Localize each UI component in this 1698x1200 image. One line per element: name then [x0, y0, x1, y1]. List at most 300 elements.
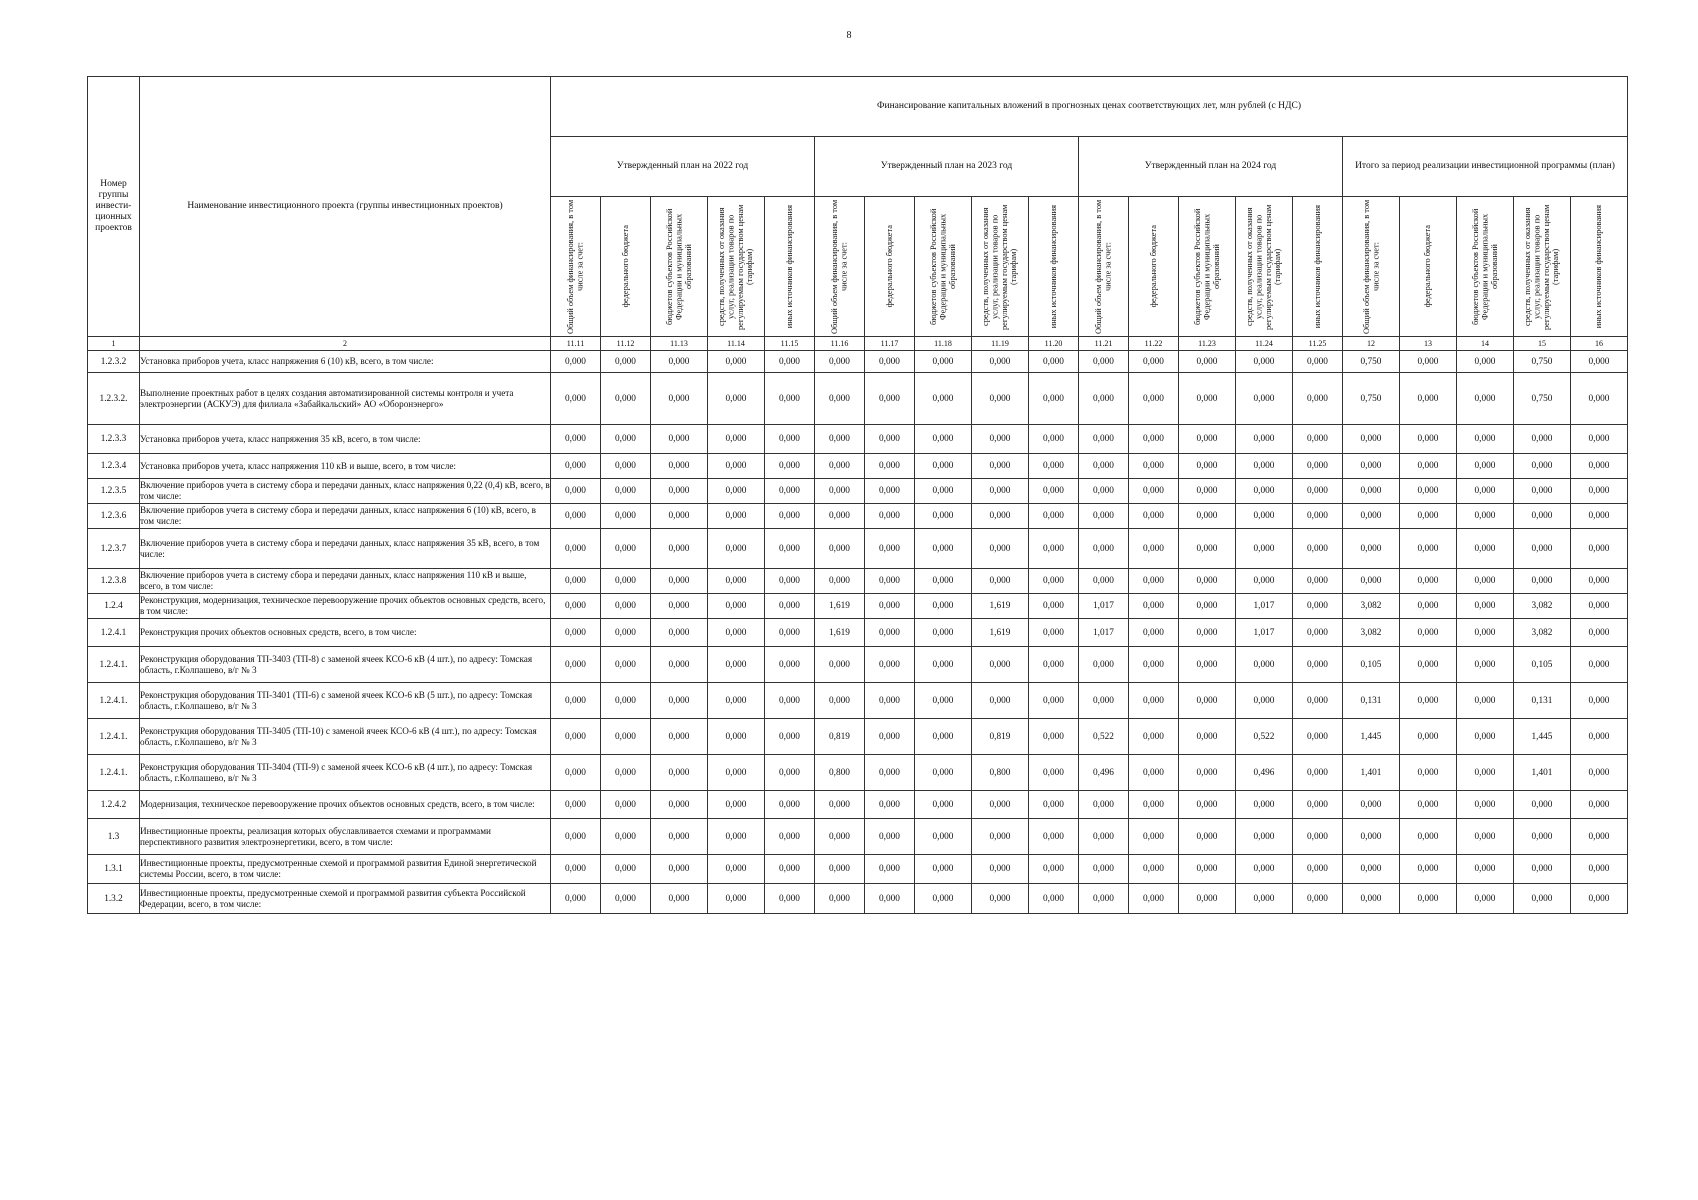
row-value: 0,000 — [651, 755, 708, 791]
subheader-p4-c5 — [1571, 197, 1628, 337]
row-value: 0,000 — [651, 647, 708, 683]
subheader-p1-c4 — [708, 197, 765, 337]
row-value: 0,000 — [972, 569, 1029, 594]
row-value: 0,000 — [651, 619, 708, 647]
subheader-label: федерального бюджета — [620, 225, 630, 308]
row-value: 0,000 — [1293, 647, 1343, 683]
row-value: 0,000 — [765, 479, 815, 504]
row-value: 0,000 — [551, 791, 601, 819]
row-value: 0,000 — [1457, 529, 1514, 569]
row-value: 0,000 — [865, 791, 915, 819]
row-value: 0,000 — [1343, 425, 1400, 454]
table-row — [88, 373, 1628, 425]
table-row — [88, 594, 1628, 619]
row-value: 0,000 — [865, 479, 915, 504]
row-value: 0,000 — [708, 454, 765, 479]
row-value: 0,496 — [1236, 755, 1293, 791]
subheader-p4-c1 — [1343, 197, 1400, 337]
column-number: 11.24 — [1236, 337, 1293, 351]
header-period-2024: Утвержденный план на 2024 год — [1079, 137, 1343, 197]
table-row — [88, 351, 1628, 373]
row-value: 1,619 — [972, 594, 1029, 619]
row-value: 0,000 — [1293, 683, 1343, 719]
row-value: 0,000 — [1343, 855, 1400, 884]
row-value: 0,000 — [601, 504, 651, 529]
row-value: 0,000 — [1400, 529, 1457, 569]
row-value: 0,000 — [1179, 373, 1236, 425]
row-value: 0,000 — [1029, 647, 1079, 683]
row-value: 0,000 — [1029, 529, 1079, 569]
row-value: 0,819 — [972, 719, 1029, 755]
row-value: 0,000 — [865, 683, 915, 719]
row-value: 0,000 — [765, 683, 815, 719]
row-value: 0,000 — [865, 884, 915, 914]
column-number: 11.22 — [1129, 337, 1179, 351]
row-value: 0,000 — [1293, 425, 1343, 454]
row-value: 0,000 — [651, 719, 708, 755]
table-row — [88, 791, 1628, 819]
row-value: 0,000 — [1179, 755, 1236, 791]
row-value: 0,000 — [708, 529, 765, 569]
column-number: 11.16 — [815, 337, 865, 351]
row-value: 0,000 — [1457, 504, 1514, 529]
row-value: 0,000 — [1457, 351, 1514, 373]
row-value: 0,000 — [865, 504, 915, 529]
row-value: 0,000 — [765, 529, 815, 569]
subheader-label: бюджетов субъектов Российской Федерации и муниципальных образований — [664, 208, 693, 325]
row-name: Реконструкция оборудования ТП-3404 (ТП-9) с заменой ячеек КСО-6 кВ (4 шт.), по адресу: Томская область, г.Колпашево, в/г № 3 — [140, 755, 551, 791]
row-value: 0,000 — [1457, 755, 1514, 791]
row-value: 0,000 — [1571, 569, 1628, 594]
row-code: 1.3.2 — [88, 884, 140, 914]
subheader-label: бюджетов субъектов Российской Федерации и муниципальных образований — [928, 208, 957, 325]
row-value: 0,000 — [1400, 647, 1457, 683]
row-value: 0,000 — [651, 425, 708, 454]
row-value: 0,000 — [601, 683, 651, 719]
row-name: Включение приборов учета в систему сбора и передачи данных, класс напряжения 35 кВ, всего, в том числе: — [140, 529, 551, 569]
row-value: 0,000 — [1571, 819, 1628, 855]
row-code: 1.2.3.5 — [88, 479, 140, 504]
row-name: Реконструкция, модернизация, техническое перевооружение прочих объектов основных средств, всего, в том числе: — [140, 594, 551, 619]
header-period-2023: Утвержденный план на 2023 год — [815, 137, 1079, 197]
row-value: 0,000 — [1400, 373, 1457, 425]
subheader-label: средств, полученных от оказания услуг, реализации товаров по регулируемым государством ценам (тарифам) — [717, 203, 755, 330]
row-value: 0,000 — [1457, 647, 1514, 683]
row-value: 0,000 — [972, 884, 1029, 914]
row-value: 0,000 — [1236, 373, 1293, 425]
row-value: 0,000 — [865, 569, 915, 594]
row-value: 0,800 — [815, 755, 865, 791]
table-row — [88, 425, 1628, 454]
row-value: 0,000 — [1179, 855, 1236, 884]
row-value: 0,000 — [1236, 683, 1293, 719]
row-value: 0,000 — [1571, 855, 1628, 884]
row-value: 0,000 — [1079, 647, 1129, 683]
row-value: 1,619 — [815, 619, 865, 647]
row-value: 0,000 — [972, 425, 1029, 454]
row-value: 0,105 — [1343, 647, 1400, 683]
subheader-label: бюджетов субъектов Российской Федерации и муниципальных образований — [1192, 208, 1221, 325]
row-value: 0,000 — [1236, 791, 1293, 819]
row-value: 0,000 — [765, 619, 815, 647]
row-value: 1,445 — [1514, 719, 1571, 755]
row-value: 0,000 — [865, 755, 915, 791]
row-value: 0,000 — [1129, 351, 1179, 373]
row-code: 1.2.3.7 — [88, 529, 140, 569]
row-value: 0,000 — [1514, 529, 1571, 569]
row-name: Реконструкция оборудования ТП-3401 (ТП-6) с заменой ячеек КСО-6 кВ (5 шт.), по адресу: Томская область, г.Колпашево, в/г № 3 — [140, 683, 551, 719]
row-value: 1,401 — [1343, 755, 1400, 791]
subheader-label: Общий объем финансирования, в том числе за счет: — [830, 199, 849, 334]
row-value: 0,000 — [1457, 454, 1514, 479]
column-number: 11.13 — [651, 337, 708, 351]
row-value: 0,000 — [551, 425, 601, 454]
row-value: 0,000 — [765, 594, 815, 619]
row-value: 0,750 — [1343, 373, 1400, 425]
column-number: 16 — [1571, 337, 1628, 351]
row-value: 0,000 — [1457, 884, 1514, 914]
row-value: 0,000 — [865, 351, 915, 373]
row-code: 1.2.3.8 — [88, 569, 140, 594]
row-value: 0,000 — [915, 529, 972, 569]
row-value: 0,000 — [1457, 683, 1514, 719]
row-value: 0,000 — [1129, 755, 1179, 791]
row-value: 0,000 — [765, 425, 815, 454]
row-value: 0,000 — [915, 454, 972, 479]
row-value: 0,000 — [1029, 855, 1079, 884]
subheader-label: федерального бюджета — [1423, 225, 1433, 308]
row-value: 0,000 — [651, 529, 708, 569]
row-value: 0,000 — [1129, 594, 1179, 619]
row-value: 0,000 — [651, 594, 708, 619]
row-value: 0,000 — [915, 594, 972, 619]
row-value: 0,000 — [1029, 683, 1079, 719]
row-value: 0,131 — [1514, 683, 1571, 719]
table-row — [88, 819, 1628, 855]
row-code: 1.2.4 — [88, 594, 140, 619]
row-value: 0,000 — [1029, 619, 1079, 647]
subheader-p2-c3 — [915, 197, 972, 337]
row-value: 0,000 — [1571, 683, 1628, 719]
row-value: 0,000 — [915, 791, 972, 819]
subheader-p2-c1 — [815, 197, 865, 337]
subheader-label: иных источников финансирования — [1048, 204, 1058, 329]
row-name: Инвестиционные проекты, предусмотренные схемой и программой развития субъекта Российской Федерации, всего, в том числе: — [140, 884, 551, 914]
subheader-p2-c2 — [865, 197, 915, 337]
row-value: 0,000 — [1343, 884, 1400, 914]
row-value: 0,000 — [865, 619, 915, 647]
row-value: 0,000 — [1293, 479, 1343, 504]
row-value: 0,000 — [551, 855, 601, 884]
subheader-label: средств, полученных от оказания услуг, реализации товаров по регулируемым государством ценам (тарифам) — [981, 203, 1019, 330]
row-name: Выполнение проектных работ в целях создания автоматизированной системы контроля и учета электроэнергии (АСКУЭ) для филиала «Забайкальский» АО «Оборонэнерго» — [140, 373, 551, 425]
row-value: 0,000 — [1571, 373, 1628, 425]
table-row — [88, 683, 1628, 719]
subheader-p3-c5 — [1293, 197, 1343, 337]
subheader-label: Общий объем финансирования, в том числе за счет: — [1361, 199, 1380, 334]
table-row — [88, 647, 1628, 683]
row-value: 0,000 — [708, 791, 765, 819]
row-value: 0,000 — [972, 529, 1029, 569]
row-value: 0,000 — [551, 619, 601, 647]
row-value: 0,000 — [551, 819, 601, 855]
row-value: 0,000 — [1079, 373, 1129, 425]
subheader-label: средств, полученных от оказания услуг, реализации товаров по регулируемым государством ценам (тарифам) — [1245, 203, 1283, 330]
row-value: 0,000 — [651, 683, 708, 719]
row-value: 0,750 — [1343, 351, 1400, 373]
row-value: 0,000 — [1514, 454, 1571, 479]
row-value: 0,000 — [651, 819, 708, 855]
row-value: 0,750 — [1514, 373, 1571, 425]
row-value: 0,000 — [1029, 719, 1079, 755]
row-value: 0,000 — [1236, 855, 1293, 884]
row-value: 0,000 — [1293, 454, 1343, 479]
table-row — [88, 884, 1628, 914]
column-number: 2 — [140, 337, 551, 351]
row-value: 0,000 — [601, 719, 651, 755]
row-value: 0,000 — [1029, 569, 1079, 594]
row-name: Установка приборов учета, класс напряжения 6 (10) кВ, всего, в том числе: — [140, 351, 551, 373]
row-value: 0,000 — [1343, 791, 1400, 819]
row-value: 0,000 — [601, 619, 651, 647]
row-value: 0,000 — [1129, 619, 1179, 647]
row-value: 0,000 — [1179, 791, 1236, 819]
row-value: 0,000 — [972, 791, 1029, 819]
row-value: 0,000 — [1400, 569, 1457, 594]
row-value: 0,000 — [1400, 855, 1457, 884]
row-value: 0,000 — [865, 425, 915, 454]
row-value: 0,000 — [1129, 479, 1179, 504]
row-value: 0,000 — [915, 425, 972, 454]
row-value: 0,000 — [1571, 529, 1628, 569]
row-value: 0,000 — [1457, 619, 1514, 647]
row-value: 0,000 — [1029, 454, 1079, 479]
row-value: 0,000 — [551, 569, 601, 594]
row-value: 0,000 — [915, 373, 972, 425]
row-value: 0,000 — [915, 719, 972, 755]
row-value: 0,000 — [1514, 425, 1571, 454]
row-value: 3,082 — [1343, 594, 1400, 619]
row-value: 0,522 — [1236, 719, 1293, 755]
row-value: 0,000 — [815, 529, 865, 569]
row-value: 0,000 — [1400, 755, 1457, 791]
table-row — [88, 855, 1628, 884]
row-value: 0,000 — [708, 594, 765, 619]
row-value: 0,000 — [1179, 351, 1236, 373]
row-value: 0,000 — [765, 819, 815, 855]
row-value: 0,000 — [1400, 351, 1457, 373]
row-code: 1.2.3.4 — [88, 454, 140, 479]
row-value: 1,619 — [972, 619, 1029, 647]
row-value: 0,000 — [765, 855, 815, 884]
row-value: 0,000 — [601, 479, 651, 504]
row-value: 0,000 — [708, 819, 765, 855]
row-value: 0,000 — [1343, 504, 1400, 529]
column-number: 1 — [88, 337, 140, 351]
subheader-label: средств, полученных от оказания услуг, реализации товаров по регулируемым государством ценам (тарифам) — [1523, 203, 1561, 330]
row-value: 0,000 — [708, 569, 765, 594]
row-name: Модернизация, техническое перевооружение прочих объектов основных средств, всего, в том числе: — [140, 791, 551, 819]
row-value: 0,000 — [1343, 479, 1400, 504]
row-value: 0,000 — [651, 454, 708, 479]
row-value: 0,000 — [1079, 855, 1129, 884]
row-value: 0,000 — [651, 504, 708, 529]
row-value: 1,017 — [1079, 594, 1129, 619]
row-code: 1.2.4.1. — [88, 683, 140, 719]
row-value: 0,000 — [651, 884, 708, 914]
row-name: Реконструкция прочих объектов основных средств, всего, в том числе: — [140, 619, 551, 647]
row-value: 0,000 — [1571, 619, 1628, 647]
row-value: 0,000 — [551, 351, 601, 373]
row-value: 0,000 — [765, 454, 815, 479]
row-value: 0,000 — [972, 647, 1029, 683]
table-row — [88, 619, 1628, 647]
subheader-p3-c3 — [1179, 197, 1236, 337]
subheader-p4-c4 — [1514, 197, 1571, 337]
row-value: 0,000 — [1343, 454, 1400, 479]
row-value: 0,000 — [1029, 884, 1079, 914]
table-row — [88, 504, 1628, 529]
column-number: 11.18 — [915, 337, 972, 351]
row-value: 1,017 — [1236, 619, 1293, 647]
row-value: 0,000 — [551, 594, 601, 619]
row-value: 0,000 — [1571, 351, 1628, 373]
row-value: 0,000 — [601, 884, 651, 914]
row-value: 0,000 — [601, 373, 651, 425]
column-number: 11.25 — [1293, 337, 1343, 351]
row-value: 0,000 — [815, 569, 865, 594]
row-value: 0,000 — [1400, 719, 1457, 755]
row-value: 0,000 — [815, 683, 865, 719]
row-code: 1.2.3.2. — [88, 373, 140, 425]
row-value: 0,000 — [815, 855, 865, 884]
row-value: 0,000 — [915, 647, 972, 683]
header-period-total: Итого за период реализации инвестиционной программы (план) — [1343, 137, 1628, 197]
row-value: 0,000 — [1236, 819, 1293, 855]
row-value: 0,000 — [1343, 819, 1400, 855]
row-value: 0,000 — [765, 569, 815, 594]
row-value: 0,000 — [708, 755, 765, 791]
column-number: 12 — [1343, 337, 1400, 351]
row-value: 0,000 — [765, 791, 815, 819]
row-value: 0,000 — [1079, 479, 1129, 504]
row-code: 1.2.4.1. — [88, 719, 140, 755]
row-value: 0,000 — [815, 884, 865, 914]
row-value: 0,000 — [1293, 619, 1343, 647]
row-value: 0,000 — [1571, 791, 1628, 819]
row-value: 0,000 — [551, 719, 601, 755]
row-value: 0,000 — [1293, 569, 1343, 594]
subheader-label: Общий объем финансирования, в том числе за счет: — [566, 199, 585, 334]
row-value: 0,000 — [865, 719, 915, 755]
column-number: 11.17 — [865, 337, 915, 351]
row-value: 0,000 — [915, 683, 972, 719]
row-value: 0,000 — [1129, 569, 1179, 594]
row-value: 0,000 — [1029, 479, 1079, 504]
row-value: 0,000 — [1129, 819, 1179, 855]
row-value: 3,082 — [1514, 594, 1571, 619]
row-value: 0,000 — [915, 351, 972, 373]
row-value: 0,000 — [915, 819, 972, 855]
column-number: 14 — [1457, 337, 1514, 351]
row-value: 0,000 — [1571, 479, 1628, 504]
subheader-label: иных источников финансирования — [1594, 204, 1604, 329]
row-value: 0,105 — [1514, 647, 1571, 683]
row-value: 0,000 — [1179, 819, 1236, 855]
row-value: 0,000 — [1293, 594, 1343, 619]
row-value: 0,000 — [1236, 479, 1293, 504]
column-number: 15 — [1514, 337, 1571, 351]
row-name: Включение приборов учета в систему сбора и передачи данных, класс напряжения 110 кВ и выше, всего, в том числе: — [140, 569, 551, 594]
row-value: 0,000 — [765, 755, 815, 791]
row-value: 0,000 — [972, 373, 1029, 425]
row-value: 0,000 — [601, 529, 651, 569]
row-code: 1.2.4.1 — [88, 619, 140, 647]
row-value: 0,000 — [815, 479, 865, 504]
row-value: 0,000 — [1514, 855, 1571, 884]
row-value: 0,000 — [708, 619, 765, 647]
row-value: 0,000 — [765, 504, 815, 529]
row-code: 1.2.3.3 — [88, 425, 140, 454]
row-value: 0,000 — [601, 454, 651, 479]
row-value: 0,000 — [551, 454, 601, 479]
table-row — [88, 569, 1628, 594]
row-value: 0,000 — [1400, 884, 1457, 914]
row-value: 0,000 — [1293, 373, 1343, 425]
row-value: 0,000 — [1236, 884, 1293, 914]
row-value: 0,000 — [708, 884, 765, 914]
row-value: 0,000 — [1179, 454, 1236, 479]
row-value: 0,000 — [551, 479, 601, 504]
row-value: 0,000 — [551, 373, 601, 425]
row-value: 0,522 — [1079, 719, 1129, 755]
row-name: Инвестиционные проекты, реализация которых обуславливается схемами и программами перспективного развития электроэнергетики, всего, в том числе: — [140, 819, 551, 855]
row-value: 0,000 — [915, 504, 972, 529]
row-value: 0,000 — [972, 351, 1029, 373]
row-value: 0,000 — [1129, 884, 1179, 914]
row-value: 0,496 — [1079, 755, 1129, 791]
row-value: 0,000 — [1079, 504, 1129, 529]
row-value: 0,000 — [1293, 791, 1343, 819]
row-value: 0,000 — [708, 719, 765, 755]
row-value: 0,000 — [1457, 425, 1514, 454]
row-value: 0,000 — [1236, 569, 1293, 594]
row-value: 0,000 — [1457, 594, 1514, 619]
subheader-label: федерального бюджета — [884, 225, 894, 308]
subheader-p2-c5 — [1029, 197, 1079, 337]
row-name: Реконструкция оборудования ТП-3405 (ТП-10) с заменой ячеек КСО-6 кВ (4 шт.), по адресу: Томская область, г.Колпашево, в/г № 3 — [140, 719, 551, 755]
subheader-label: иных источников финансирования — [784, 204, 794, 329]
row-value: 3,082 — [1343, 619, 1400, 647]
row-value: 0,000 — [972, 504, 1029, 529]
row-value: 0,000 — [1400, 425, 1457, 454]
row-value: 0,000 — [1079, 351, 1129, 373]
row-value: 0,000 — [1400, 504, 1457, 529]
subheader-p2-c4 — [972, 197, 1029, 337]
row-value: 0,000 — [1129, 373, 1179, 425]
row-value: 0,000 — [708, 351, 765, 373]
row-name: Реконструкция оборудования ТП-3403 (ТП-8) с заменой ячеек КСО-6 кВ (4 шт.), по адресу: Томская область, г.Колпашево, в/г № 3 — [140, 647, 551, 683]
row-value: 0,000 — [915, 569, 972, 594]
row-value: 0,000 — [1293, 855, 1343, 884]
row-value: 0,000 — [551, 647, 601, 683]
row-value: 1,017 — [1079, 619, 1129, 647]
row-value: 0,000 — [815, 504, 865, 529]
row-value: 0,000 — [601, 351, 651, 373]
subheader-p1-c5 — [765, 197, 815, 337]
row-code: 1.2.3.2 — [88, 351, 140, 373]
row-value: 0,000 — [865, 373, 915, 425]
